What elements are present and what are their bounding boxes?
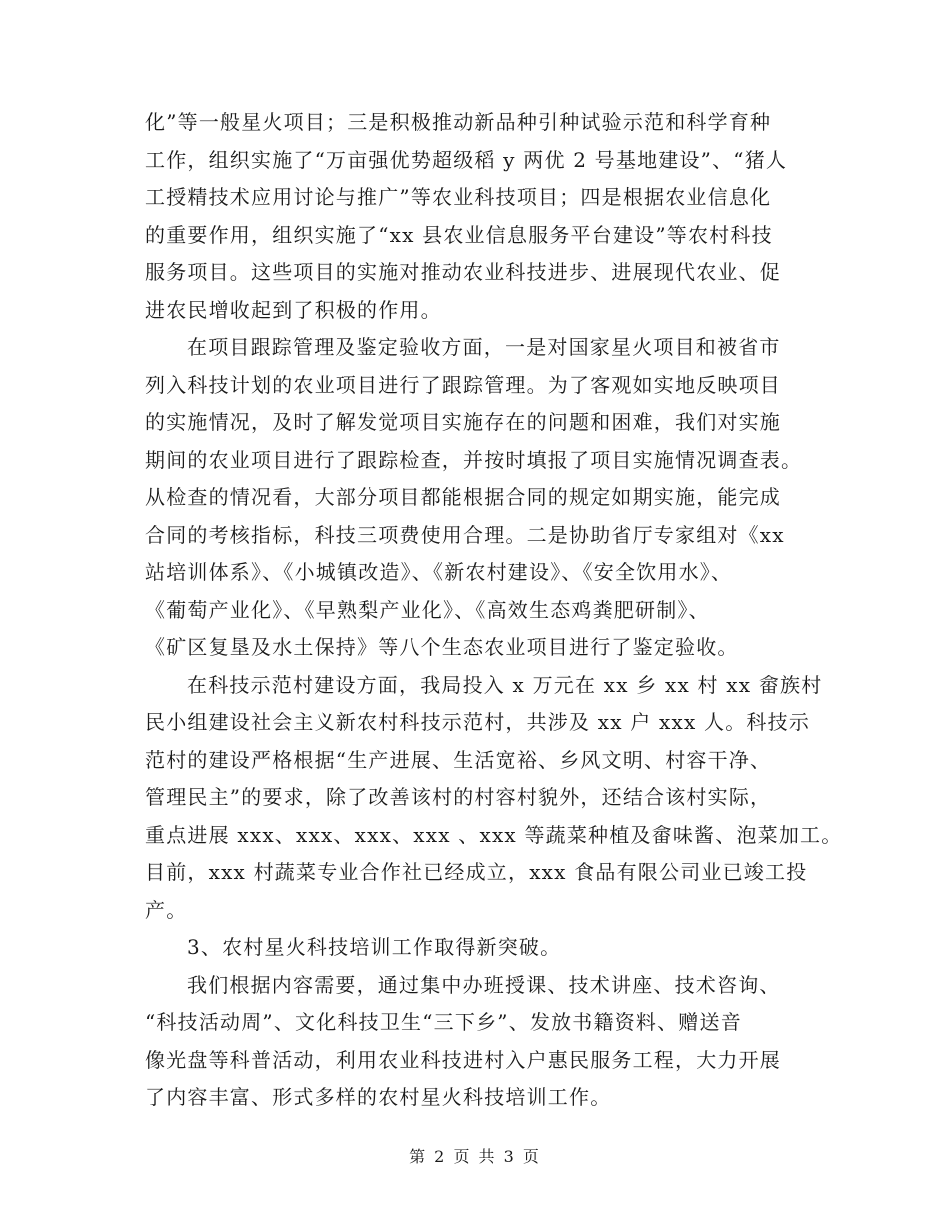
text-line: 目前，xxx 村蔬菜专业合作社已经成立，xxx 食品有限公司业已竣工投	[145, 860, 808, 884]
text-line: 的重要作用，组织实施了“xx 县农业信息服务平台建设”等农村科技	[145, 222, 773, 247]
text-line: 范村的建设严格根据“生产进展、生活宽裕、乡风文明、村容干净、	[145, 747, 772, 772]
text-line: 产。	[145, 897, 188, 922]
text-line: 进农民增收起到了积极的作用。	[145, 297, 442, 322]
text-line: 服务项目。这些项目的实施对推动农业科技进步、进展现代农业、促	[145, 260, 781, 284]
text-line: 了内容丰富、形式多样的农村星火科技培训工作。	[145, 1085, 612, 1109]
text-line: 《葡萄产业化》、《早熟梨产业化》、《高效生态鸡粪肥研制》、	[145, 597, 710, 622]
text-line: 管理民主”的要求，除了改善该村的村容村貌外，还结合该村实际，	[145, 785, 772, 809]
text-line: 期间的农业项目进行了跟踪检查，并按时填报了项目实施情况调查表。	[145, 447, 803, 472]
text-line: 工作，组织实施了“万亩强优势超级稻 y 两优 2 号基地建设”、“猪人	[145, 147, 788, 172]
text-line: “科技活动周”、文化科技卫生“三下乡”、发放书籍资料、赠送音	[145, 1010, 742, 1034]
paragraph-first-line: 在科技示范村建设方面，我局投入 x 万元在 xx 乡 xx 村 xx 畲族村	[187, 672, 823, 697]
text-line: 民小组建设社会主义新农村科技示范村，共涉及 xx 户 xxx 人。科技示	[145, 710, 811, 734]
text-line: 《矿区复垦及水土保持》等八个生态农业项目进行了鉴定验收。	[145, 635, 739, 659]
paragraph-first-line: 我们根据内容需要，通过集中办班授课、技术讲座、技术咨询、	[187, 972, 781, 997]
text-line: 化”等一般星火项目；三是积极推动新品种引种试验示范和科学育种	[145, 110, 772, 134]
text-line: 工授精技术应用讨论与推广”等农业科技项目；四是根据农业信息化	[145, 185, 772, 209]
text-line: 合同的考核指标，科技三项费使用合理。二是协助省厅专家组对《xx	[145, 522, 785, 547]
document-body	[145, 104, 843, 1117]
text-line: 列入科技计划的农业项目进行了跟踪管理。为了客观如实地反映项目	[145, 372, 781, 397]
text-line: 从检查的情况看，大部分项目都能根据合同的规定如期实施，能完成	[145, 485, 781, 509]
text-line: 像光盘等科普活动，利用农业科技进村入户惠民服务工程，大力开展	[145, 1047, 781, 1072]
text-line: 站培训体系》、《小城镇改造》、《新农村建设》、《安全饮用水》、	[145, 560, 733, 584]
text-line: 的实施情况，及时了解发觉项目实施存在的问题和困难，我们对实施	[145, 410, 781, 434]
text-line: 重点进展 xxx、xxx、xxx、xxx 、xxx 等蔬菜种植及畲味酱、泡菜加工。	[145, 822, 843, 847]
page-number-footer: 第 2 页 共 3 页	[409, 1147, 541, 1166]
paragraph-first-line: 在项目跟踪管理及鉴定验收方面，一是对国家星火项目和被省市	[187, 335, 781, 359]
paragraph-first-line: 3、农村星火科技培训工作取得新突破。	[187, 935, 562, 959]
